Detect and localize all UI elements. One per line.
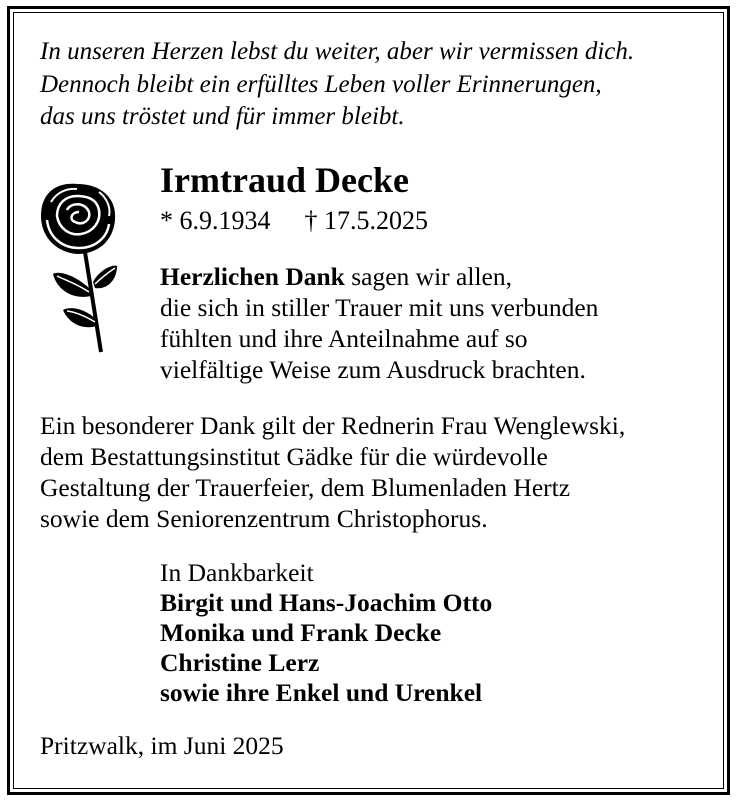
special-thanks-line-2: dem Bestattungsinstitut Gädke für die würdevolle [40,442,548,471]
thanks-line-3: fühlten und ihre Anteilnahme auf so [160,324,528,353]
life-dates [160,206,428,236]
deceased-name: Irmtraud Decke [160,160,409,200]
death-date: † 17.5.2025 [304,206,428,235]
special-thanks-line-4: sowie dem Seniorenzentrum Christophorus. [40,504,488,533]
intro-line-2: Dennoch bleibt ein erfülltes Leben voller Erinnerungen, [40,71,602,98]
signature-intro: In Dankbarkeit [160,558,314,587]
intro-line-1: In unseren Herzen lebst du weiter, aber wir vermissen dich. [40,38,635,65]
thanks-lead-bold: Herzlichen Dank [160,262,345,291]
special-thanks-line-1: Ein besonderer Dank gilt der Rednerin Frau Wenglewski, [40,411,626,440]
thanks-lead-rest: sagen wir allen, [344,262,512,291]
special-thanks-line-3: Gestaltung der Trauerfeier, dem Blumenladen Hertz [40,473,571,502]
thanks-line-1 [160,262,512,292]
signature-name-2: Monika und Frank Decke [160,618,442,647]
birth-date: * 6.9.1934 [160,206,271,235]
intro-line-3: das uns tröstet und für immer bleibt. [40,103,405,130]
signature-name-3: Christine Lerz [160,648,320,677]
signature-name-1: Birgit und Hans-Joachim Otto [160,588,493,617]
thanks-line-4: vielfältige Weise zum Ausdruck brachten. [160,355,586,384]
place-date: Pritzwalk, im Juni 2025 [40,731,284,760]
thanks-line-2: die sich in stiller Trauer mit uns verbunden [160,293,599,322]
signature-name-4: sowie ihre Enkel und Urenkel [160,678,483,707]
rose-icon [37,180,119,355]
